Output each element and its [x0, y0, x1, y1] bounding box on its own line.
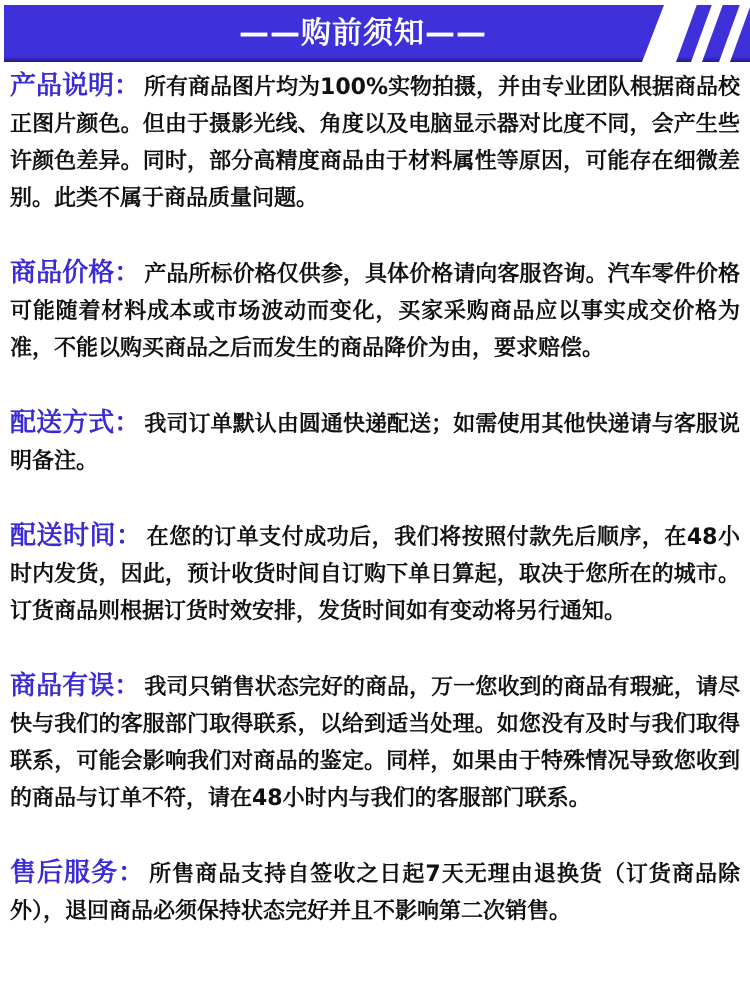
section-label: 配送时间： — [10, 521, 143, 551]
section-text: 所售商品支持自签收之日起7天无理由退换货（订货商品除外），退回商品必须保持状态完好并且不影响第二次销售。 — [10, 862, 740, 924]
notice-content — [0, 62, 750, 930]
section-shipping-method — [10, 405, 740, 480]
section-label: 商品价格： — [10, 258, 141, 288]
section-paragraph — [10, 255, 740, 367]
section-paragraph — [10, 405, 740, 480]
section-product-description — [10, 68, 740, 217]
section-paragraph — [10, 855, 740, 930]
page-title: ——购前须知—— — [239, 16, 487, 52]
section-text: 在您的订单支付成功后，我们将按照付款先后顺序，在48小时内发货，因此，预计收货时间自订购下单日算起，取决于您所在的城市。订货商品则根据订货时效安排，发货时间如有变动将另行通知。 — [10, 525, 740, 624]
section-after-sales — [10, 855, 740, 930]
section-text: 所有商品图片均为100%实物拍摄，并由专业团队根据商品校正图片颜色。但由于摄影光线、角度以及电脑显示器对比度不同，会产生些许颜色差异。同时，部分高精度商品由于材料属性等原因，可能存在细微差别。此类不属于商品质量问题。 — [10, 75, 740, 211]
section-label: 配送方式： — [10, 408, 141, 438]
section-text: 我司订单默认由圆通快递配送；如需使用其他快递请与客服说明备注。 — [10, 412, 740, 474]
section-paragraph — [10, 68, 740, 217]
section-label: 售后服务： — [10, 858, 146, 888]
section-label: 产品说明： — [10, 71, 141, 101]
section-paragraph — [10, 668, 740, 817]
section-label: 商品有误： — [10, 671, 141, 701]
section-text: 产品所标价格仅供参，具体价格请向客服咨询。汽车零件价格可能随着材料成本或市场波动而变化，买家采购商品应以事实成交价格为准，不能以购买商品之后而发生的商品降价为由，要求赔偿。 — [10, 262, 740, 361]
section-wrong-item — [10, 668, 740, 817]
section-text: 我司只销售状态完好的商品，万一您收到的商品有瑕疵，请尽快与我们的客服部门取得联系，以给到适当处理。如您没有及时与我们取得联系，可能会影响我们对商品的鉴定。同样，如果由于特殊情况导致您收到的商品与订单不符，请在48小时内与我们的客服部门联系。 — [10, 675, 740, 811]
banner — [0, 0, 750, 62]
section-price — [10, 255, 740, 367]
section-shipping-time — [10, 518, 740, 630]
section-paragraph — [10, 518, 740, 630]
